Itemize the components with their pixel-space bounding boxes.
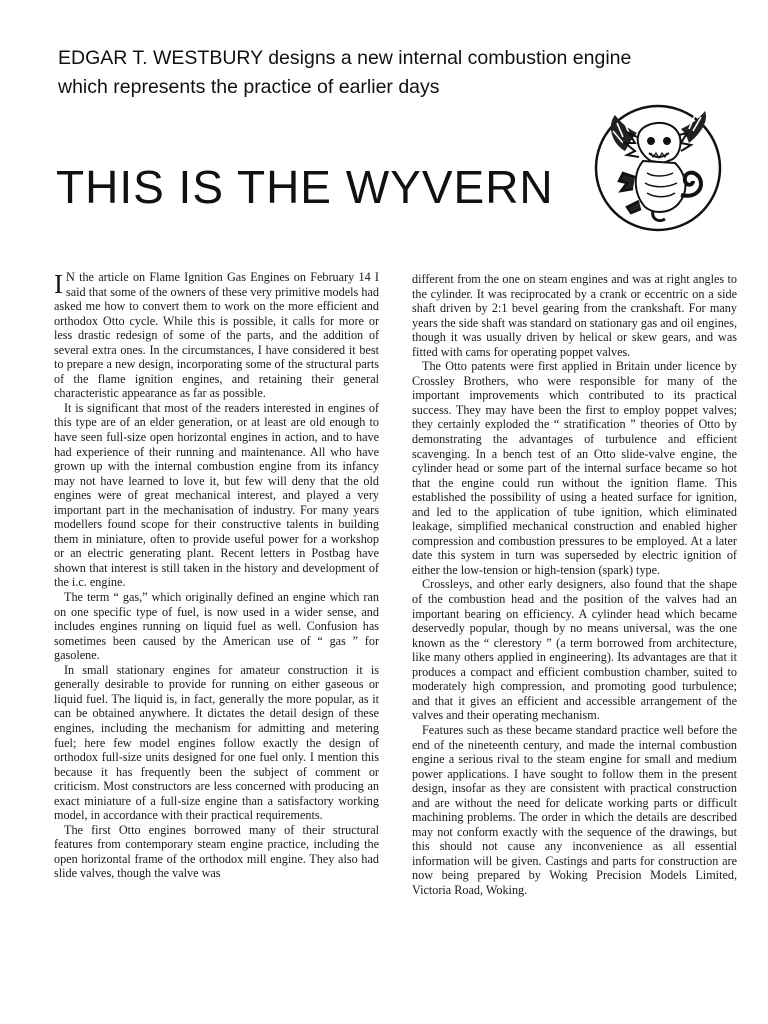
paragraph-text: the article on Flame Ignition Gas Engines on February 14 I said that some of the owners of these very primitive models had asked me how to convert them to work on the more efficient and orthodox Otto cycle. While this is possible, it calls for more or less drastic redesign of some of the parts, and the addition of several extra ones. In the circumstances, I have considered it best to prepare a new design, incorporating some of the structural parts of the flame ignition engines, and retaining their general characteristic appearance as far as possible. <box>54 270 379 401</box>
standfirst: EDGAR T. WESTBURY designs a new internal combustion engine which represents the practice of earlier days <box>58 47 632 98</box>
paragraph: It is significant that most of the readers interested in engines of this type are of an elder generation, or at least are old enough to have seen full-size open horizontal engines in action, and to have had experience of their running and maintenance. All who have grown up with the internal combustion engine from its infancy may not have learned to love it, but few will deny that the old engines were of great mechanical interest, and played a very important part in the mechanisation of industry. For many years modellers found scope for their constructive talents in building them in miniature, often to provide useful power for a workshop or an electric generating plant. Recent letters in Postbag have shown that interest is still taken in the history and development of the i.c. engine. <box>54 400 379 590</box>
paragraph: Features such as these became standard practice well before the end of the nineteenth century, and made the internal combustion engine a serious rival to the steam engine for small and medium power applications. I have sought to follow them in the present design, insofar as they are consistent with practical construction and are without the need for delicate working parts or difficult machining problems. The order in which the details are described may not conform exactly with the sequence of the drawings, but this should not cause any inconvenience as all essential information will be given. Castings and parts for construction are now being prepared by Woking Precision Models Limited, Victoria Road, Woking. <box>412 722 737 897</box>
left-column <box>54 270 379 881</box>
paragraph: different from the one on steam engines and was at right angles to the cylinder. It was reciprocated by a crank or eccentric on a side shaft driven by 2:1 bevel gearing from the crankshaft. For many years the side shaft was standard on stationary gas and oil engines, though it was usually driven by helical or skew gears, and was fitted with cams for operating poppet valves. <box>412 272 737 359</box>
drop-cap-rest: N <box>66 270 75 284</box>
paragraph: In small stationary engines for amateur construction it is generally desirable to provide for running on either gaseous or liquid fuel. The liquid is, in fact, generally the more popular, as it can be obtained anywhere. It dictates the detail design of these engines, including the mechanism for admitting and metering fuel; here few model engines follow exactly the design of orthodox full-size units designed for one fuel only. I mention this because it has frequently been the subject of comment or criticism. Most constructors are less concerned with producing an exact miniature of a full-size engine than a satisfactory working model, in accordance with their practical requirements. <box>54 662 379 823</box>
paragraph: The Otto patents were first applied in Britain under licence by Crossley Brothers, who were responsible for many of the important improvements which contributed to its practical success. They may have been the first to employ poppet valves; they certainly exploded the “ stratification ” theories of Otto by demonstrating the advantages of turbulence and efficient scavenging. In a bench test of an Otto slide-valve engine, the cylinder head or some part of the internal surface became so hot that the engine could run without the ignition flame. This established the possibility of using a heated surface for ignition, and led to the application of tube ignition, which eliminated leakage, simplified mechanical construction and enabled higher compression and combustion pressures to be employed. At a later date this system in turn was superseded by electric ignition of either the low-tension or high-tension (spark) type. <box>412 359 737 577</box>
paragraph <box>54 270 379 401</box>
wyvern-emblem-icon <box>593 103 723 233</box>
paragraph: The first Otto engines borrowed many of their structural features from contemporary steam engine practice, including the open horizontal frame of the orthodox mill engine. They also had slide valves, though the valve was <box>54 822 379 881</box>
paragraph: Crossleys, and other early designers, also found that the shape of the combustion head and the position of the valves had an important bearing on efficiency. A cylinder head which became deservedly popular, though by no means universal, was the one known as the “ clerestory ” (a term borrowed from architecture, like many others applied in engineering). Its advantages are that it produces a compact and efficient combustion chamber, suited to moderately high compression, and promoting good turbulence; and that it gives an efficient and accessible arrangement of the valves and their operating mechanism. <box>412 577 737 723</box>
drop-cap: I <box>54 269 63 299</box>
paragraph: The term “ gas,” which originally defined an engine which ran on one specific type of fuel, is now used in a wider sense, and includes engines running on liquid fuel as well. Confusion has sometimes been caused by the American use of “ gas ” for gasolene. <box>54 590 379 663</box>
headline: THIS IS THE WYVERN <box>56 161 554 213</box>
right-column <box>412 272 737 898</box>
